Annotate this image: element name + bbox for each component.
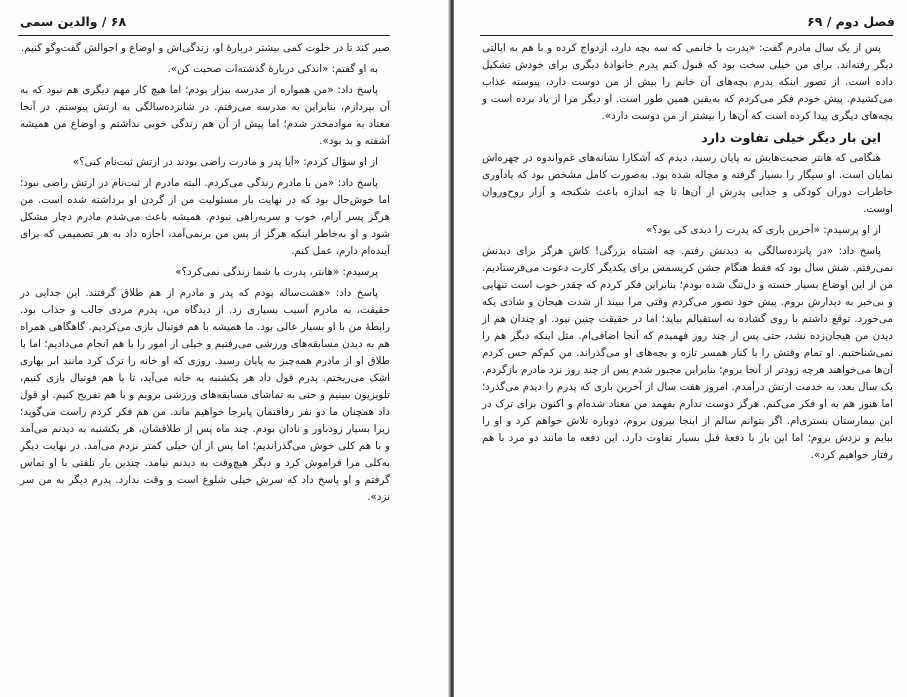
section-title: این بار دیگر خیلی تفاوت دارد: [701, 130, 881, 145]
paragraph: پاسخ داد: «در پانزده‌سالگی به دیدنش رفتم. چه اشتباه بزرگی! کاش هرگز برای دیدنش نمی‌رفتم. شش سال بود که فقط هنگام جشن کریسمس برای یکدیگر کارت دعوت می‌فرستادیم. من از این اوضاع بسیار خسته و دل‌تنگ شده بودم؛ بنابراین فکر کردم که چقدر خوب است تنهایی و بی‌خبر به دیدارش بروم. پیش خود تصور می‌کردم وقتی مرا ببیند از شدت هیجان و شادی یکه می‌خورد. توقع داشتم با روی گشاده به استقبالم بیاید؛ اما در حقیقت چنین نبود. او چندان هم از دیدن من هیجان‌زده نشد، حتی پس از چند روز فهمیدم که آنجا اضافی‌ام. مثل اینکه دیگر هم را نمی‌شناختیم. او تمام وقتش را با کنار همسر تازه و بچه‌های او می‌گذراند. من کم‌کم حس کردم آن‌ها می‌خواهند هرچه زودتر از آنجا بروم؛ بنابراین مجبور شدم پس از چند روز نزد مادرم بازگردم. یک سال بعد، به خدمت ارتش درآمدم. امروز هفت سال از آخرین باری که پدرم را دیدم می‌گذرد؛ اما هنوز هم به او فکر می‌کنم. هرگز دوست ندارم بفهمد من معتاد شده‌ام و اکنون برای ترک در این بیمارستان بستری‌ام. اگر بتوانم سالم از اینجا بیرون بروم، دوباره تلاش خواهم کرد و او را ببایم و نزدش بروم؛ اما این بار با دفعهٔ قبل بسیار تفاوت دارد. این دفعه ما مانند دو مرد با هم رفتار خواهیم کرد».: [482, 245, 893, 461]
right-page-body: [482, 40, 893, 693]
paragraph: به او گفتم: «اندکی دربارهٔ گذشته‌ات صحبت کن».: [167, 63, 378, 75]
right-page-header: فصل دوم / ۶۹: [807, 14, 895, 29]
paragraph: صبر کند تا در خلوت کمی بیشتر دربارهٔ او، زندگی‌اش و اوضاع و احوالش گفت‌وگو کنیم.: [20, 42, 390, 54]
right-page: [454, 0, 907, 697]
paragraph: هنگامی که هانتر صحبت‌هایش به پایان رسید، دیدم که آشکارا نشانه‌های غم‌واندوه در چهره‌اش نمایان است. او سیگار را بسیار گرفته و مچاله شده بود. به‌صورت کامل مشخص بود که یادآوری خاطرات دوران کودکی و جدایی پدرش از آن‌ها تا چه اندازه باعث شکنجه و آزار روح‌وروان اوست.: [482, 152, 893, 215]
paragraph: پاسخ داد: «من همواره از مدرسه بیزار بودم؛ اما هیچ کار مهم دیگری هم نبود که به آن بپردازم، بنابراین به مدرسه می‌رفتم. در شانزده‌سالگی به ارتش پیوستم. در آنجا معتاد به موادمخدر شدم؛ اما پیش از آن هم زندگی خوبی نداشتم و اوضاع من همیشه آشفته و بد بود».: [20, 84, 390, 147]
paragraph: پاسخ داد: «هشت‌ساله بودم که پدر و مادرم از هم طلاق گرفتند. این جدایی در حقیقت، به مادرم آسیب بسیاری زد. از دیدگاه من، پدرم مردی جالب و جذاب بود. رابطهٔ من با او بسیار عالی بود. ما همیشه با هم فوتبال بازی می‌کردیم. گاهگاهی همراه هم به دیدن مسابقه‌های ورزشی می‌رفتیم و خیلی از امور را با هم انجام می‌دادیم؛ اما با طلاق او از مادرم همه‌چیز به پایان رسید. روزی که او خانه را ترک کرد مانند ابر بهاری اشک می‌ریختم. پدرم قول داد هر یکشنبه به خانه می‌آید، تا با هم فوتبال بازی کنیم، تلویزیون ببینیم و حتی به تماشای مسابقه‌های ورزشی برویم و با هم تفریح کنیم. او قول داد همچنان ما دو نفر رفاقتمان پابرجا خواهیم ماند. من هم فکر کردم راست می‌گوید؛ زیرا بسیار زودباور و نادان بودم. چند ماه پس از طلاقشان، هر یکشنبه به دیدنم می‌آمد و با هم کلی خوش می‌گذراندیم؛ اما پس از آن خیلی کمتر نزدم می‌آمد. در نهایت دیگر به‌کلی مرا فراموش کرد و دیگر هیچ‌وقت به دیدنم نیامد. چندین بار تلفنی با او تماس گرفتم و او پاسخ داد که سرش خیلی شلوغ است و وقت ندارد. پدرم دیگر به من سر نزد».: [20, 287, 390, 503]
paragraph: پاسخ داد: «من با مادرم زندگی می‌کردم. البته مادرم از ثبت‌نام در ارتش راضی نبود؛ اما خوش‌حال بود که در نهایت بار مسئولیت من از گردن او برداشته شده است. من هرگز پسر آرام، خوب و سربه‌راهی نبودم. همیشه باعث می‌شدم مادرم دچار مشکل شود و او به‌خاطر اینکه هرگز از پس من برنمی‌آمد، اجازه داد به هر تصمیمی که برای آینده‌ام دارم، عمل کنم.: [20, 177, 390, 257]
left-page-body: [20, 40, 390, 693]
paragraph: پرسیدم: «هانتر، پدرت با شما زندگی نمی‌کرد؟»: [175, 266, 378, 278]
left-page-header: ۶۸ / والدین سمی: [20, 14, 127, 29]
left-header-rule: [18, 35, 390, 36]
paragraph: از او پرسیدم: «آخرین باری که پدرت را دیدی کی بود؟»: [645, 224, 881, 236]
left-page: [0, 0, 450, 697]
right-header-rule: [480, 35, 893, 36]
paragraph: پس از یک سال مادرم گفت: «پدرت با خانمی که سه بچه دارد، ازدواج کرده و با هم به ایالتی دیگر رفته‌اند. برای من خیلی سخت بود که قبول کنم پدرم خانوادهٔ دیگری برای خودش تشکیل داده است. از تصور اینکه پدرم بچه‌های آن خانم را بیش از من دوست دارد، پیوسته عذاب می‌کشیدم. پیش خودم فکر می‌کردم که به‌یقین همین طور است. او دیگر مرا از یاد برده است و بچه‌های دیگری پیدا کرده است که آن‌ها را بیشتر از من دوست دارد».: [482, 42, 893, 122]
paragraph: از او سؤال کردم: «آیا پدر و مادرت راضی بودند در ارتش ثبت‌نام کنی؟»: [72, 156, 378, 168]
